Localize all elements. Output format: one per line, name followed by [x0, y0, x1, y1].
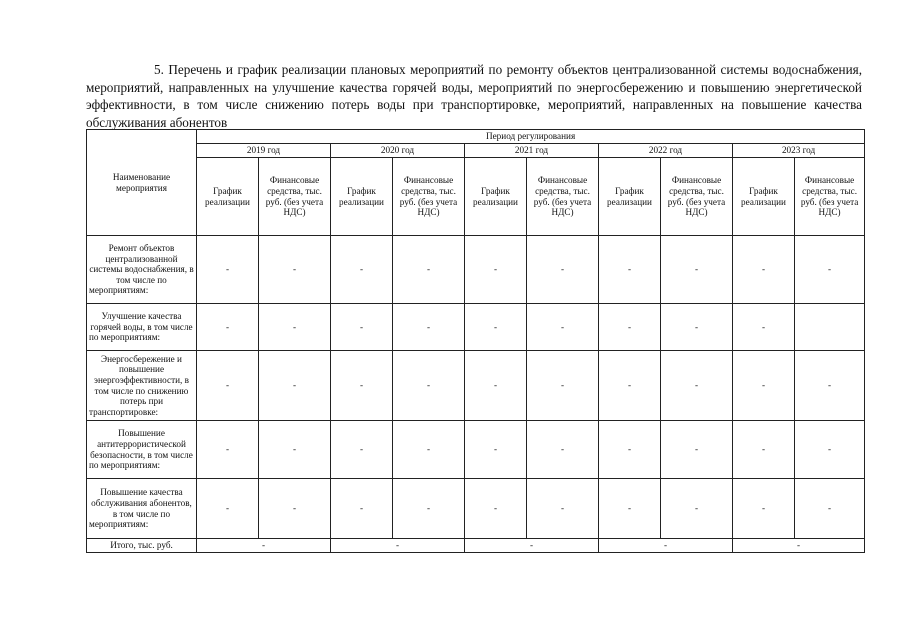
cell-value: - — [795, 351, 865, 421]
cell-value: - — [197, 421, 259, 479]
cell-value: - — [465, 479, 527, 539]
year-header: 2021 год — [465, 144, 599, 158]
cell-value: - — [331, 236, 393, 304]
row-name: Ремонт объектов централизованной системы водоснабжения, в том числе по мероприятиям: — [87, 236, 197, 304]
cell-value: - — [661, 236, 733, 304]
finance-header: Финансовые средства, тыс. руб. (без учета НДС) — [795, 158, 865, 236]
cell-value: - — [331, 479, 393, 539]
schedule-header: График реализации — [733, 158, 795, 236]
cell-value: - — [331, 304, 393, 351]
cell-value: - — [393, 421, 465, 479]
table-row — [87, 236, 865, 304]
row-name: Улучшение качества горячей воды, в том числе по мероприятиям: — [87, 304, 197, 351]
finance-header: Финансовые средства, тыс. руб. (без учета НДС) — [393, 158, 465, 236]
cell-value: - — [465, 236, 527, 304]
cell-value: - — [527, 304, 599, 351]
cell-value: - — [661, 479, 733, 539]
cell-value: - — [259, 236, 331, 304]
title-text: 5. Перечень и график реализации плановых мероприятий по ремонту объектов централизованной системы водоснабжения, мероприятий, направленных на улучшение качества горячей воды, мероприятий по энергосбережению и повышению энергетической эффективности, в том числе снижению потерь воды при транспортировке, мероприятий, направленных на повышение качества обслуживания абонентов — [86, 62, 862, 130]
cell-value: - — [259, 421, 331, 479]
schedule-header: График реализации — [331, 158, 393, 236]
cell-value: - — [733, 236, 795, 304]
cell-value: - — [393, 351, 465, 421]
schedule-header: График реализации — [465, 158, 527, 236]
cell-value: - — [197, 236, 259, 304]
cell-value: - — [331, 351, 393, 421]
total-value: - — [331, 539, 465, 553]
cell-value: - — [661, 304, 733, 351]
cell-value: - — [795, 479, 865, 539]
cell-value: - — [661, 421, 733, 479]
total-value: - — [599, 539, 733, 553]
name-header: Наименование мероприятия — [87, 130, 197, 236]
cell-value: - — [393, 236, 465, 304]
period-header: Период регулирования — [197, 130, 865, 144]
cell-value: - — [795, 421, 865, 479]
cell-value: - — [527, 236, 599, 304]
cell-value: - — [331, 421, 393, 479]
cell-value: - — [733, 421, 795, 479]
cell-value: - — [599, 304, 661, 351]
table-row — [87, 479, 865, 539]
cell-value: - — [465, 304, 527, 351]
cell-value: - — [393, 304, 465, 351]
cell-value: - — [465, 351, 527, 421]
total-row — [87, 539, 865, 553]
cell-value — [795, 304, 865, 351]
cell-value: - — [465, 421, 527, 479]
table-row — [87, 421, 865, 479]
cell-value: - — [259, 304, 331, 351]
cell-value: - — [197, 351, 259, 421]
cell-value: - — [733, 304, 795, 351]
total-value: - — [197, 539, 331, 553]
schedule-header: График реализации — [599, 158, 661, 236]
table-row — [87, 351, 865, 421]
cell-value: - — [599, 351, 661, 421]
cell-value: - — [393, 479, 465, 539]
cell-value: - — [527, 421, 599, 479]
cell-value: - — [527, 351, 599, 421]
document-title — [86, 61, 862, 131]
measures-table — [86, 129, 865, 553]
row-name: Энергосбережение и повышение энергоэффективности, в том числе по снижению потерь при транспортировке: — [87, 351, 197, 421]
year-header: 2019 год — [197, 144, 331, 158]
cell-value: - — [259, 479, 331, 539]
cell-value: - — [527, 479, 599, 539]
cell-value: - — [599, 421, 661, 479]
total-label: Итого, тыс. руб. — [87, 539, 197, 553]
finance-header: Финансовые средства, тыс. руб. (без учета НДС) — [259, 158, 331, 236]
cell-value: - — [795, 236, 865, 304]
total-value: - — [465, 539, 599, 553]
cell-value: - — [259, 351, 331, 421]
finance-header: Финансовые средства, тыс. руб. (без учета НДС) — [661, 158, 733, 236]
cell-value: - — [733, 351, 795, 421]
year-header: 2022 год — [599, 144, 733, 158]
cell-value: - — [599, 479, 661, 539]
schedule-header: График реализации — [197, 158, 259, 236]
cell-value: - — [197, 304, 259, 351]
year-header: 2023 год — [733, 144, 865, 158]
cell-value: - — [197, 479, 259, 539]
total-value: - — [733, 539, 865, 553]
cell-value: - — [733, 479, 795, 539]
table-row — [87, 304, 865, 351]
finance-header: Финансовые средства, тыс. руб. (без учета НДС) — [527, 158, 599, 236]
row-name: Повышение антитеррористической безопасности, в том числе по мероприятиям: — [87, 421, 197, 479]
cell-value: - — [599, 236, 661, 304]
cell-value: - — [661, 351, 733, 421]
row-name: Повышение качества обслуживания абонентов, в том числе по мероприятиям: — [87, 479, 197, 539]
year-header: 2020 год — [331, 144, 465, 158]
